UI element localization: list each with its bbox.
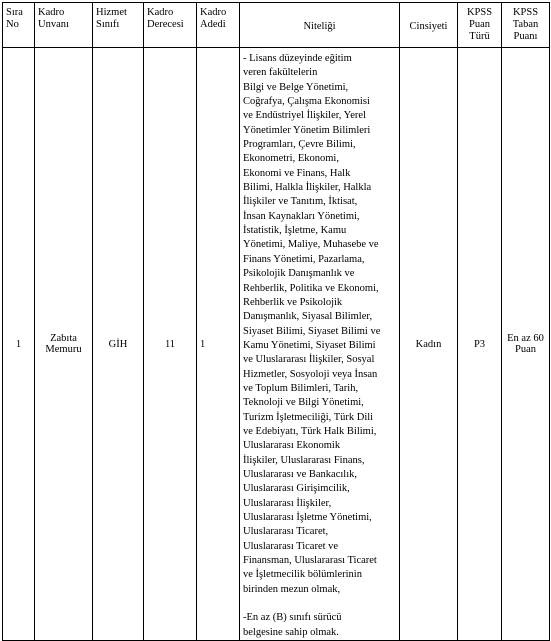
- cell-sira-no: 1: [3, 48, 35, 641]
- header-kadro-derecesi: Kadro Derecesi: [144, 3, 197, 48]
- cell-kpss-taban-puani: En az 60 Puan: [502, 48, 550, 641]
- header-cinsiyeti: Cinsiyeti: [400, 3, 458, 48]
- cell-kpss-puan-turu: P3: [458, 48, 502, 641]
- kadro-table: [2, 2, 550, 641]
- header-hizmet-sinifi: Hizmet Sınıfı: [93, 3, 144, 48]
- header-niteligi: Niteliği: [240, 3, 400, 48]
- cell-cinsiyeti: Kadın: [400, 48, 458, 641]
- header-kadro-unvani: Kadro Unvanı: [35, 3, 93, 48]
- header-row: [3, 3, 550, 48]
- header-sira-no: Sıra No: [3, 3, 35, 48]
- cell-kadro-adedi: 1: [197, 48, 240, 641]
- table-row: [3, 48, 550, 641]
- header-kpss-taban-puani: KPSS Taban Puanı: [502, 3, 550, 48]
- cell-hizmet-sinifi: GİH: [93, 48, 144, 641]
- header-kadro-adedi: Kadro Adedi: [197, 3, 240, 48]
- cell-niteligi: - Lisans düzeyinde eğitim veren fakültelerin Bilgi ve Belge Yönetimi, Coğrafya, Çalışma Ekonomisi ve Endüstriyel İlişkiler, Yerel Yönetimler Yönetim Bilimleri Programları, Çevre Bilimi, Ekonometri, Ekonomi, Ekonomi ve Finans, Halk Bilimi, Halkla İlişkiler, Halkla İlişkiler ve Tanıtım, İktisat, İnsan Kaynakları Yönetimi, İstatistik, İşletme, Kamu Yönetimi, Maliye, Muhasebe ve Finans Yönetimi, Pazarlama, Psikolojik Danışmanlık ve Rehberlik, Politika ve Ekonomi, Rehberlik ve Psikolojik Danışmanlık, Siyasal Bilimler, Siyaset Bilimi, Siyaset Bilimi ve Kamu Yönetimi, Siyaset Bilimi ve Uluslararası İlişkiler, Sosyal Hizmetler, Sosyoloji veya İnsan ve Toplum Bilimleri, Tarih, Teknoloji ve Bilgi Yönetimi, Turizm İşletmeciliği, Türk Dili ve Edebiyatı, Türk Halk Bilimi, Uluslararası Ekonomik İlişkiler, Uluslararası Finans, Uluslararası ve Bankacılık, Uluslararası Girişimcilik, Uluslararası İlişkiler, Uluslararası İşletme Yönetimi, Uluslararası Ticaret, Uluslararası Ticaret ve Finansman, Uluslararası Ticaret ve İşletmecilik bölümlerinin birinden mezun olmak, -En az (B) sınıfı sürücü belgesine sahip olmak.: [240, 48, 400, 641]
- cell-kadro-unvani: Zabıta Memuru: [35, 48, 93, 641]
- header-kpss-puan-turu: KPSS Puan Türü: [458, 3, 502, 48]
- cell-kadro-derecesi: 11: [144, 48, 197, 641]
